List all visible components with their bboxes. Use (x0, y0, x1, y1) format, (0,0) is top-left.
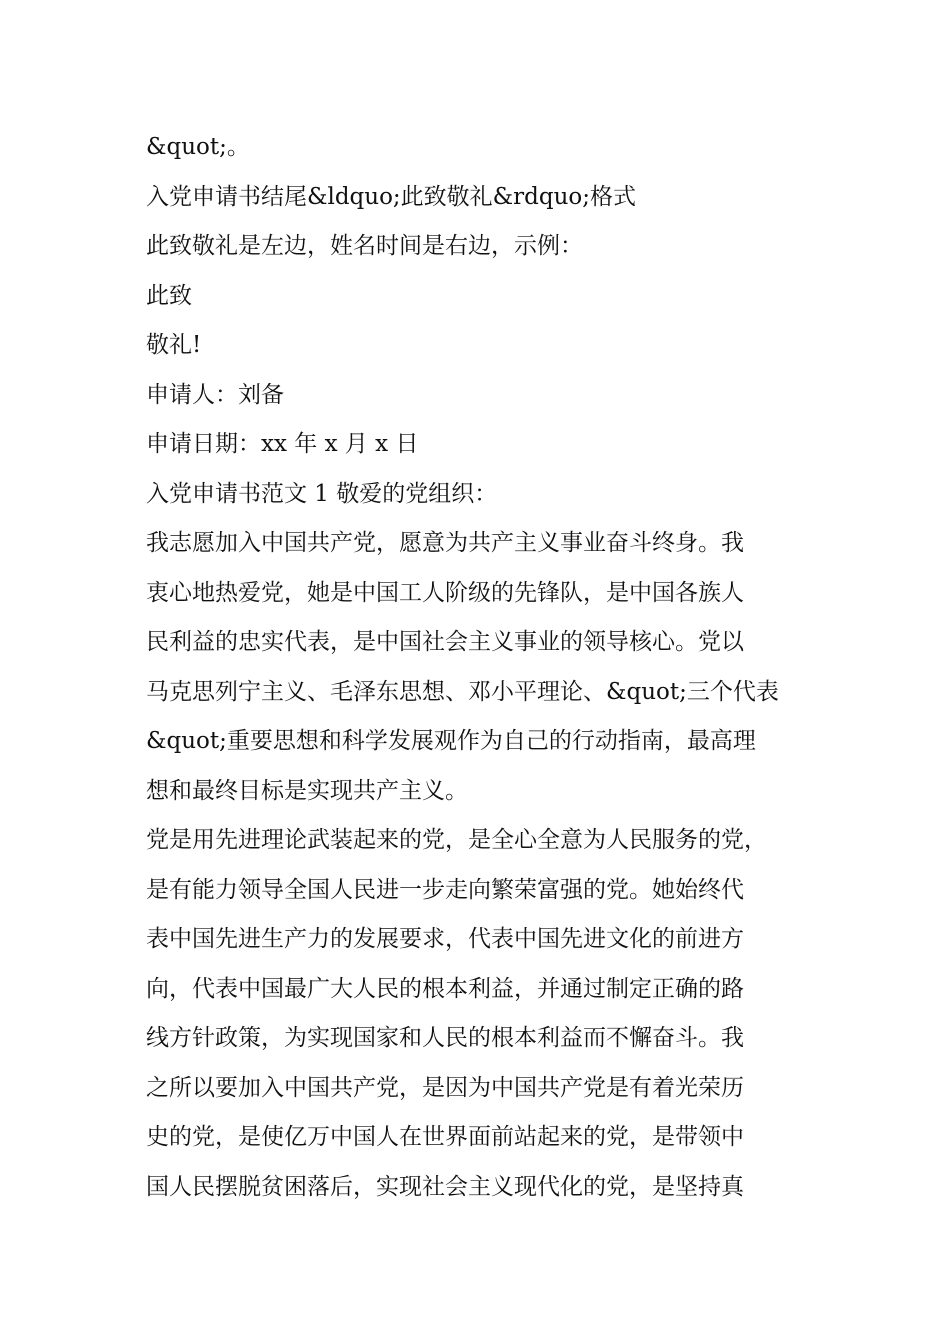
text-line: 我志愿加入中国共产党，愿意为共产主义事业奋斗终身。我 (146, 530, 744, 556)
text-line: &quot;重要思想和科学发展观作为自己的行动指南，最高理 (146, 728, 756, 754)
text-line: 敬礼! (146, 332, 202, 358)
text-line: 申请日期：xx 年 x 月 x 日 (146, 431, 419, 457)
text-line: 之所以要加入中国共产党，是因为中国共产党是有着光荣历 (146, 1074, 744, 1101)
text-line: 国人民摆脱贫困落后，实现社会主义现代化的党，是坚持真 (146, 1173, 744, 1200)
text-line: &quot;。 (146, 134, 250, 160)
document-body (146, 123, 826, 1212)
text-line: 表中国先进生产力的发展要求，代表中国先进文化的前进方 (146, 926, 744, 952)
text-line: 想和最终目标是实现共产主义。 (146, 777, 468, 804)
text-line: 衷心地热爱党，她是中国工人阶级的先锋队，是中国各族人 (146, 579, 744, 606)
text-line: 党是用先进理论武装起来的党，是全心全意为人民服务的党， (146, 827, 767, 853)
text-line: 是有能力领导全国人民进一步走向繁荣富强的党。她始终代 (146, 876, 744, 903)
text-line: 此致敬礼是左边，姓名时间是右边，示例： (146, 233, 583, 259)
text-line: 民利益的忠实代表，是中国社会主义事业的领导核心。党以 (146, 629, 744, 655)
text-line: 向，代表中国最广大人民的根本利益，并通过制定正确的路 (146, 975, 744, 1002)
text-line: 史的党，是使亿万中国人在世界面前站起来的党，是带领中 (146, 1124, 744, 1150)
text-line: 入党申请书范文 1 敬爱的党组织： (146, 480, 498, 507)
text-line: 马克思列宁主义、毛泽东思想、邓小平理论、&quot;三个代表 (146, 678, 779, 705)
text-line: 入党申请书结尾&ldquo;此致敬礼&rdquo;格式 (146, 183, 637, 210)
text-line: 线方针政策，为实现国家和人民的根本利益而不懈奋斗。我 (146, 1025, 744, 1051)
text-line: 申请人：刘备 (146, 381, 284, 408)
text-line: 此致 (146, 282, 192, 309)
